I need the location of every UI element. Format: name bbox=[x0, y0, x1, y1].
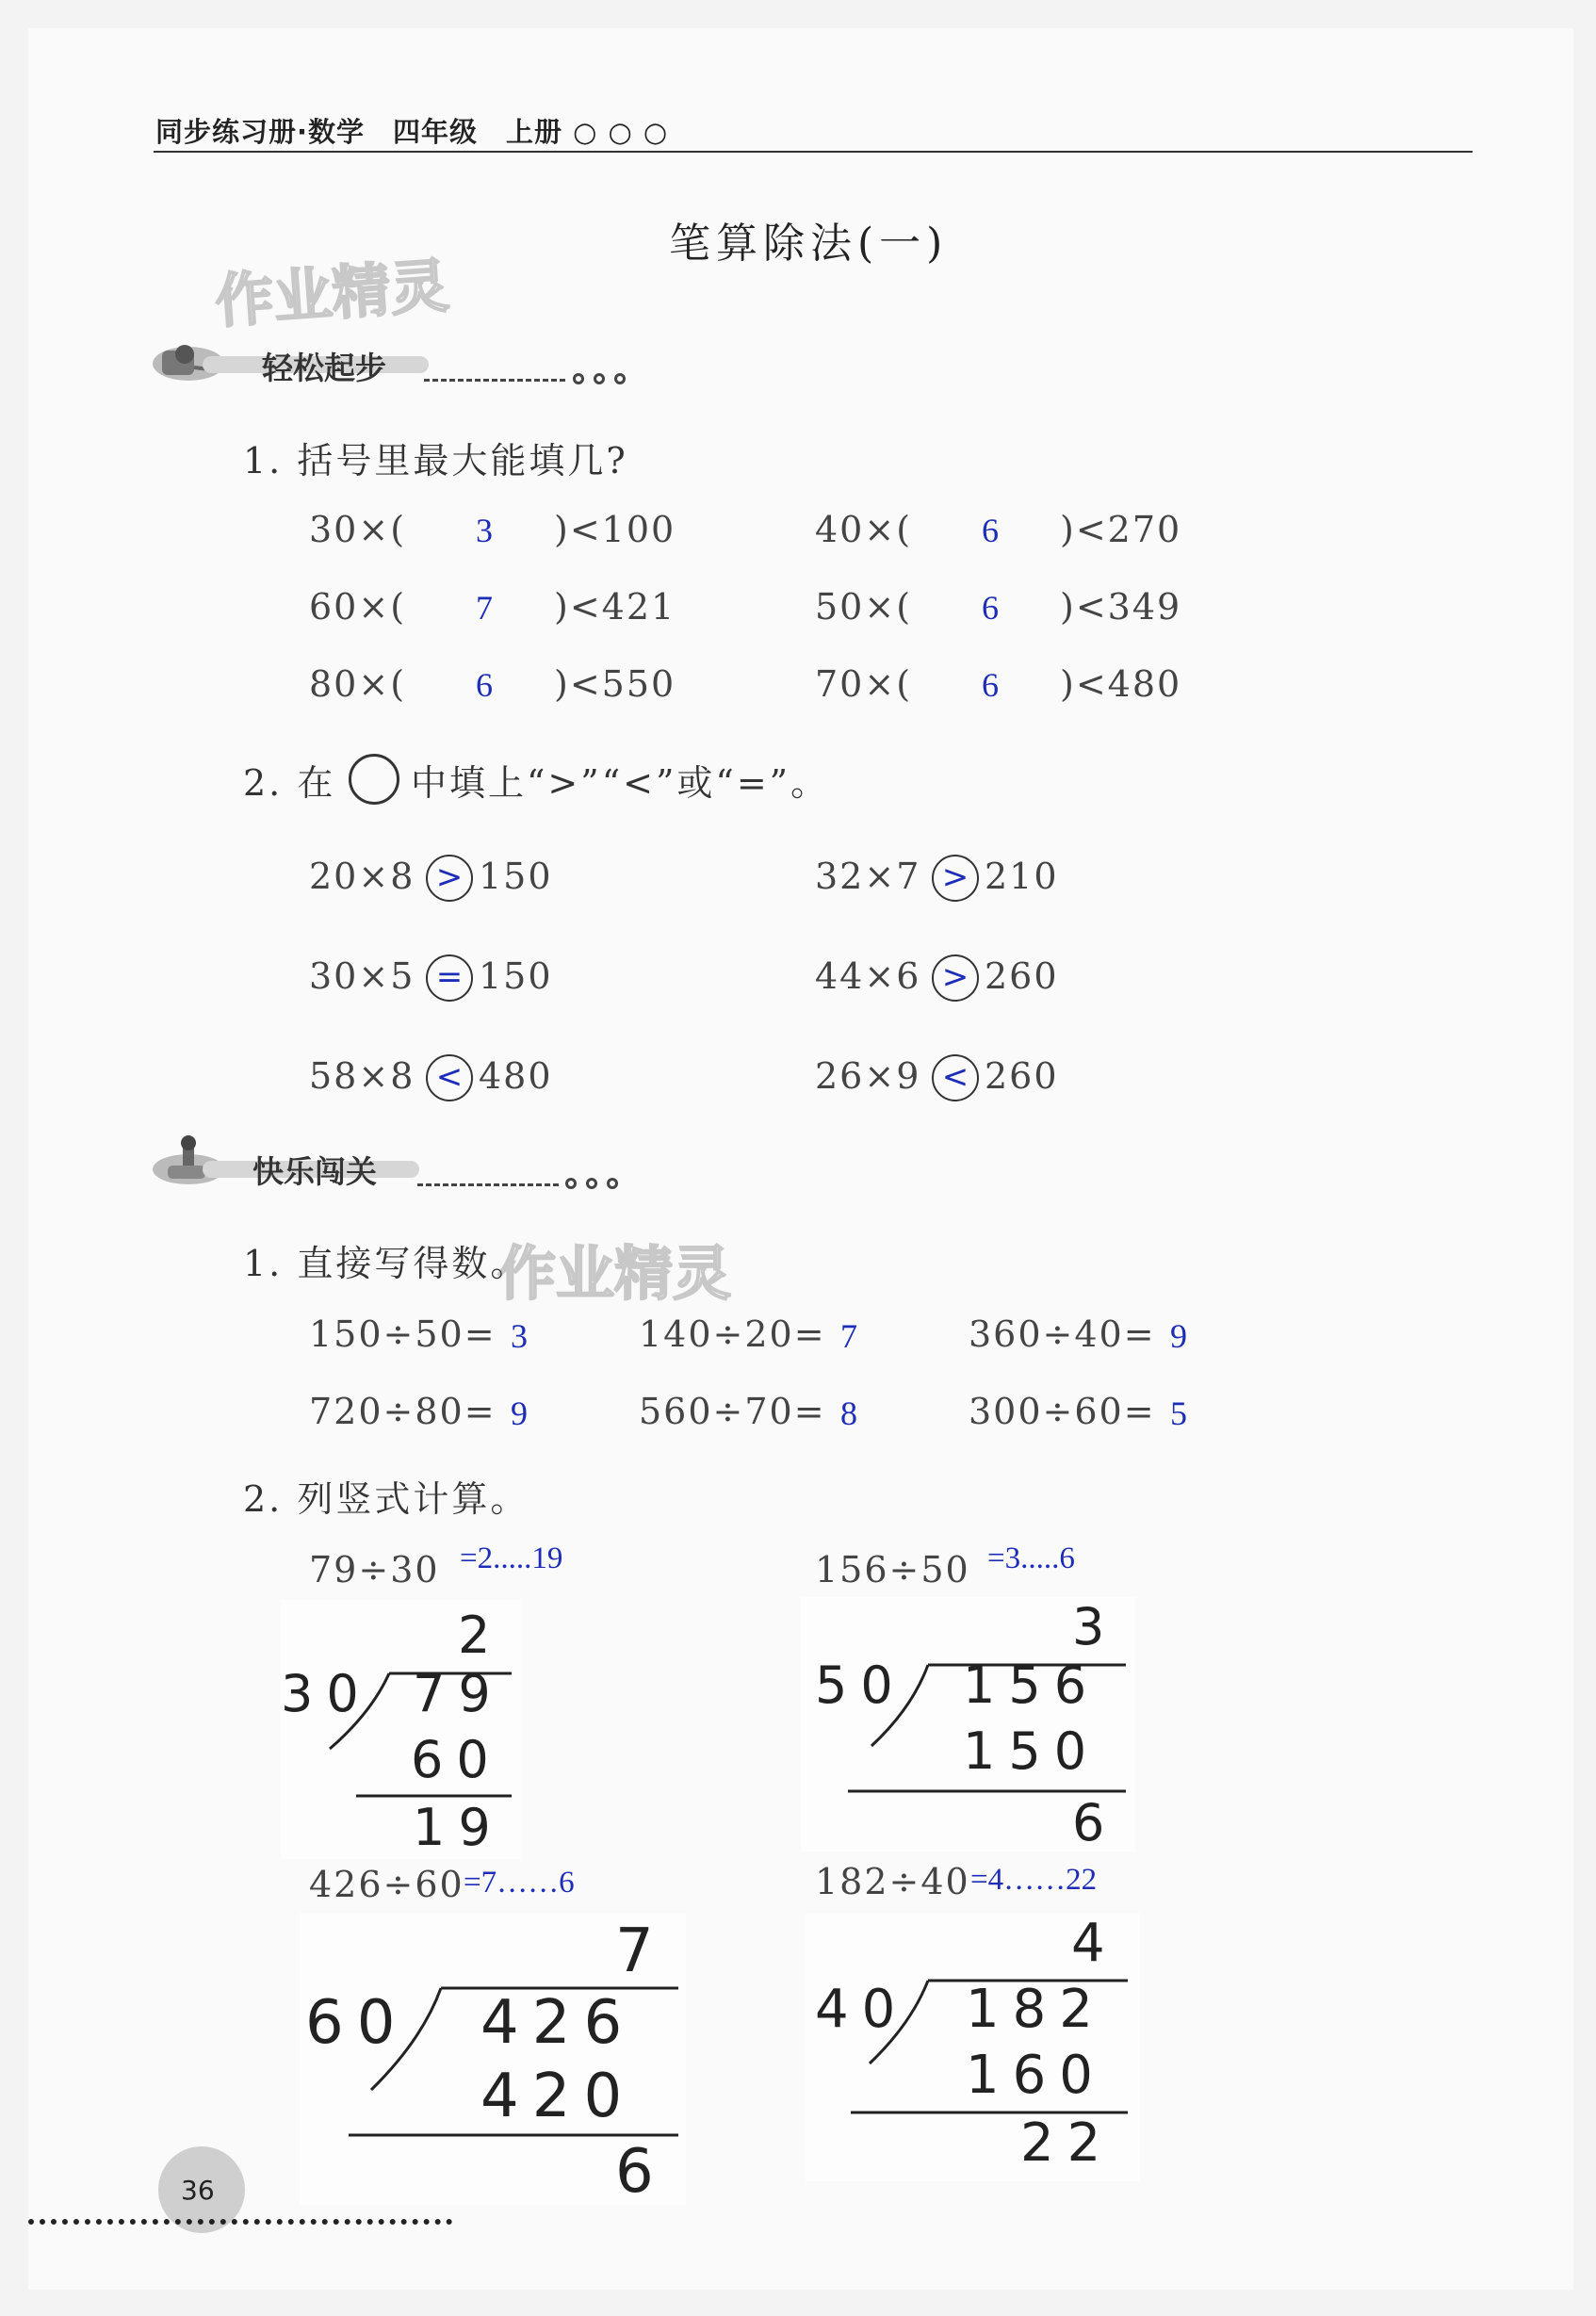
quotient: 2 bbox=[458, 1606, 504, 1665]
compare-sign: < bbox=[932, 1054, 979, 1101]
book-header: 同步练习册·数学 四年级 上册 ○ ○ ○ bbox=[155, 116, 669, 148]
dotted-line bbox=[424, 379, 565, 382]
product: 160 bbox=[966, 2045, 1106, 2106]
expr-left: 30×( bbox=[309, 509, 407, 550]
product: 150 bbox=[963, 1721, 1100, 1781]
division-expr: 300÷60= bbox=[969, 1391, 1156, 1432]
page-title: 笔算除法(一) bbox=[669, 220, 949, 268]
expr-right: 40×( bbox=[815, 509, 913, 550]
dot bbox=[607, 1178, 618, 1189]
answer: =2.....19 bbox=[460, 1541, 563, 1575]
compare-expr: 30×5 bbox=[309, 955, 415, 997]
division-expr: 150÷50= bbox=[309, 1313, 497, 1355]
question-prompt: 2. 在 bbox=[243, 762, 336, 804]
divisor: 40 bbox=[815, 1979, 909, 2040]
division-expr: 720÷80= bbox=[309, 1391, 497, 1432]
expr-right-tail: )<270 bbox=[1060, 509, 1182, 550]
dividend: 426 bbox=[480, 1988, 636, 2058]
quotient: 7 bbox=[615, 1916, 667, 1986]
product: 420 bbox=[480, 2062, 636, 2131]
answer: 3 bbox=[476, 512, 493, 549]
compare-value: 260 bbox=[985, 955, 1059, 997]
compare-value: 150 bbox=[479, 856, 553, 897]
expr-left-tail: )<100 bbox=[554, 509, 676, 550]
answer: 6 bbox=[982, 589, 999, 627]
dot bbox=[573, 373, 584, 384]
long-division bbox=[806, 1913, 1140, 2181]
footer-dotted-line bbox=[28, 2219, 452, 2225]
long-division bbox=[300, 1913, 686, 2205]
division-expr: 79÷30 bbox=[309, 1549, 440, 1590]
compare-sign: = bbox=[426, 954, 473, 1002]
expr-right-tail: )<480 bbox=[1060, 663, 1182, 705]
section-label: 轻松起步 bbox=[262, 350, 386, 386]
dot bbox=[565, 1178, 577, 1189]
expr-right: 50×( bbox=[815, 586, 913, 628]
watermark: 作业精灵 bbox=[497, 1239, 732, 1308]
dividend: 156 bbox=[963, 1655, 1100, 1715]
quotient: 4 bbox=[1071, 1913, 1118, 1974]
dot bbox=[586, 1178, 597, 1189]
divisor: 60 bbox=[305, 1988, 409, 2058]
compare-expr: 26×9 bbox=[815, 1055, 921, 1097]
expr-left-tail: )<550 bbox=[554, 663, 676, 705]
remainder: 19 bbox=[413, 1798, 504, 1857]
answer: 6 bbox=[982, 666, 999, 704]
answer: =7……6 bbox=[464, 1866, 575, 1900]
answer: 8 bbox=[840, 1394, 857, 1432]
answer: =4……22 bbox=[970, 1863, 1098, 1897]
compare-value: 210 bbox=[985, 856, 1059, 897]
divisor: 50 bbox=[815, 1655, 906, 1715]
page-number: 36 bbox=[181, 2175, 215, 2206]
dotted-line bbox=[417, 1183, 559, 1186]
answer: =3.....6 bbox=[987, 1541, 1075, 1575]
remainder: 22 bbox=[1020, 2112, 1115, 2174]
question-prompt: 1. 括号里最大能填几? bbox=[243, 440, 628, 481]
answer: 5 bbox=[1170, 1394, 1187, 1432]
remainder: 6 bbox=[1072, 1793, 1118, 1852]
answer: 6 bbox=[982, 512, 999, 549]
dividend: 79 bbox=[413, 1664, 504, 1723]
dividend: 182 bbox=[966, 1979, 1106, 2040]
answer: 6 bbox=[476, 666, 493, 704]
division-expr: 156÷50 bbox=[815, 1549, 970, 1590]
dot bbox=[614, 373, 626, 384]
division-expr: 360÷40= bbox=[969, 1313, 1156, 1355]
compare-expr: 32×7 bbox=[815, 856, 921, 897]
divisor: 30 bbox=[281, 1664, 372, 1723]
expr-right-tail: )<349 bbox=[1060, 586, 1182, 628]
compare-sign: > bbox=[932, 855, 979, 902]
dot bbox=[594, 373, 605, 384]
answer: 7 bbox=[476, 589, 493, 627]
question-prompt: 1. 直接写得数。 bbox=[243, 1243, 529, 1284]
long-division bbox=[281, 1600, 521, 1859]
answer: 7 bbox=[840, 1317, 857, 1355]
question-prompt-tail: 中填上“>”“<”或“=”。 bbox=[411, 762, 830, 804]
answer: 9 bbox=[1170, 1317, 1187, 1355]
section-label: 快乐闯关 bbox=[252, 1153, 377, 1190]
compare-sign: > bbox=[932, 954, 979, 1002]
quotient: 3 bbox=[1072, 1597, 1118, 1656]
division-expr: 140÷20= bbox=[639, 1313, 826, 1355]
compare-value: 480 bbox=[479, 1055, 553, 1097]
answer: 3 bbox=[511, 1317, 528, 1355]
expr-left: 60×( bbox=[309, 586, 407, 628]
division-expr: 560÷70= bbox=[639, 1391, 826, 1432]
expr-right: 70×( bbox=[815, 663, 913, 705]
compare-value: 150 bbox=[479, 955, 553, 997]
compare-sign: < bbox=[426, 1054, 473, 1101]
blank-circle-icon bbox=[349, 754, 399, 805]
compare-expr: 58×8 bbox=[309, 1055, 415, 1097]
compare-expr: 44×6 bbox=[815, 955, 921, 997]
long-division bbox=[801, 1597, 1135, 1851]
watermark: 作业精灵 bbox=[213, 251, 451, 336]
compare-sign: > bbox=[426, 855, 473, 902]
expr-left-tail: )<421 bbox=[554, 586, 676, 628]
header-rule bbox=[154, 151, 1473, 153]
division-expr: 426÷60 bbox=[309, 1864, 464, 1905]
expr-left: 80×( bbox=[309, 663, 407, 705]
answer: 9 bbox=[511, 1394, 528, 1432]
compare-value: 260 bbox=[985, 1055, 1059, 1097]
question-prompt: 2. 列竖式计算。 bbox=[243, 1478, 529, 1520]
compare-expr: 20×8 bbox=[309, 856, 415, 897]
remainder: 6 bbox=[615, 2137, 667, 2207]
division-expr: 182÷40 bbox=[815, 1861, 970, 1902]
product: 60 bbox=[411, 1730, 502, 1789]
